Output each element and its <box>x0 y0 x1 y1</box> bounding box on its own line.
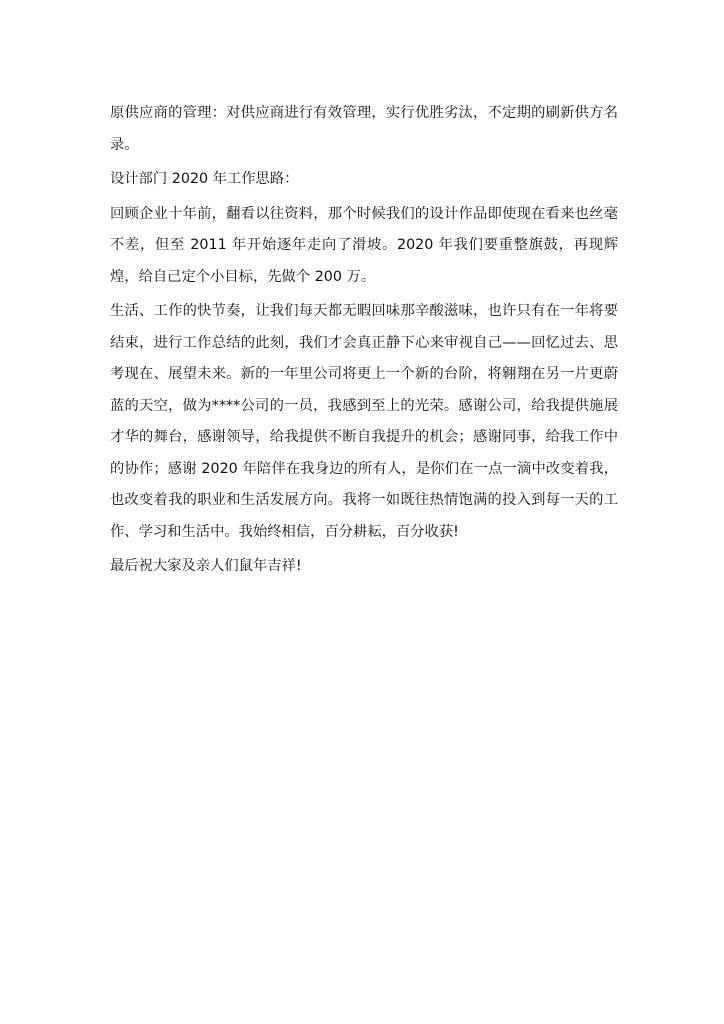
paragraph-reflection: 生活、工作的快节奏，让我们每天都无暇回味那辛酸滋味，也许只有在一年将要结束，进行工作总结的此刻，我们才会真正静下心来审视自己——回忆过去、思考现在、展望未来。新的一年里公司将更上一个新的台阶，将翱翔在另一片更蔚蓝的天空，做为****公司的一员，我感到至上的光荣。感谢公司，给我提供施展才华的舞台，感谢领导，给我提供不断自我提升的机会；感谢同事，给我工作中的协作；感谢 2020 年陪伴在我身边的所有人，是你们在一点一滴中改变着我，也改变着我的职业和生活发展方向。我将一如既往热情饱满的投入到每一天的工作、学习和生活中。我始终相信，百分耕耘，百分收获! <box>110 303 618 540</box>
paragraph-review: 回顾企业十年前，翻看以往资料，那个时候我们的设计作品即使现在看来也丝毫不差，但至 2011 年开始逐年走向了滑坡。2020 年我们要重整旗鼓，再现辉煌，给自己定个小目标，先做个 200 万。 <box>110 205 618 285</box>
paragraph-design-dept-heading: 设计部门 2020 年工作思路： <box>110 171 299 187</box>
paragraph-supplier-management: 原供应商的管理：对供应商进行有效管理，实行优胜劣汰，不定期的刷新供方名录。 <box>110 105 618 153</box>
paragraph-closing-wishes: 最后祝大家及亲人们鼠年吉祥! <box>110 558 302 574</box>
document-page <box>110 98 618 583</box>
